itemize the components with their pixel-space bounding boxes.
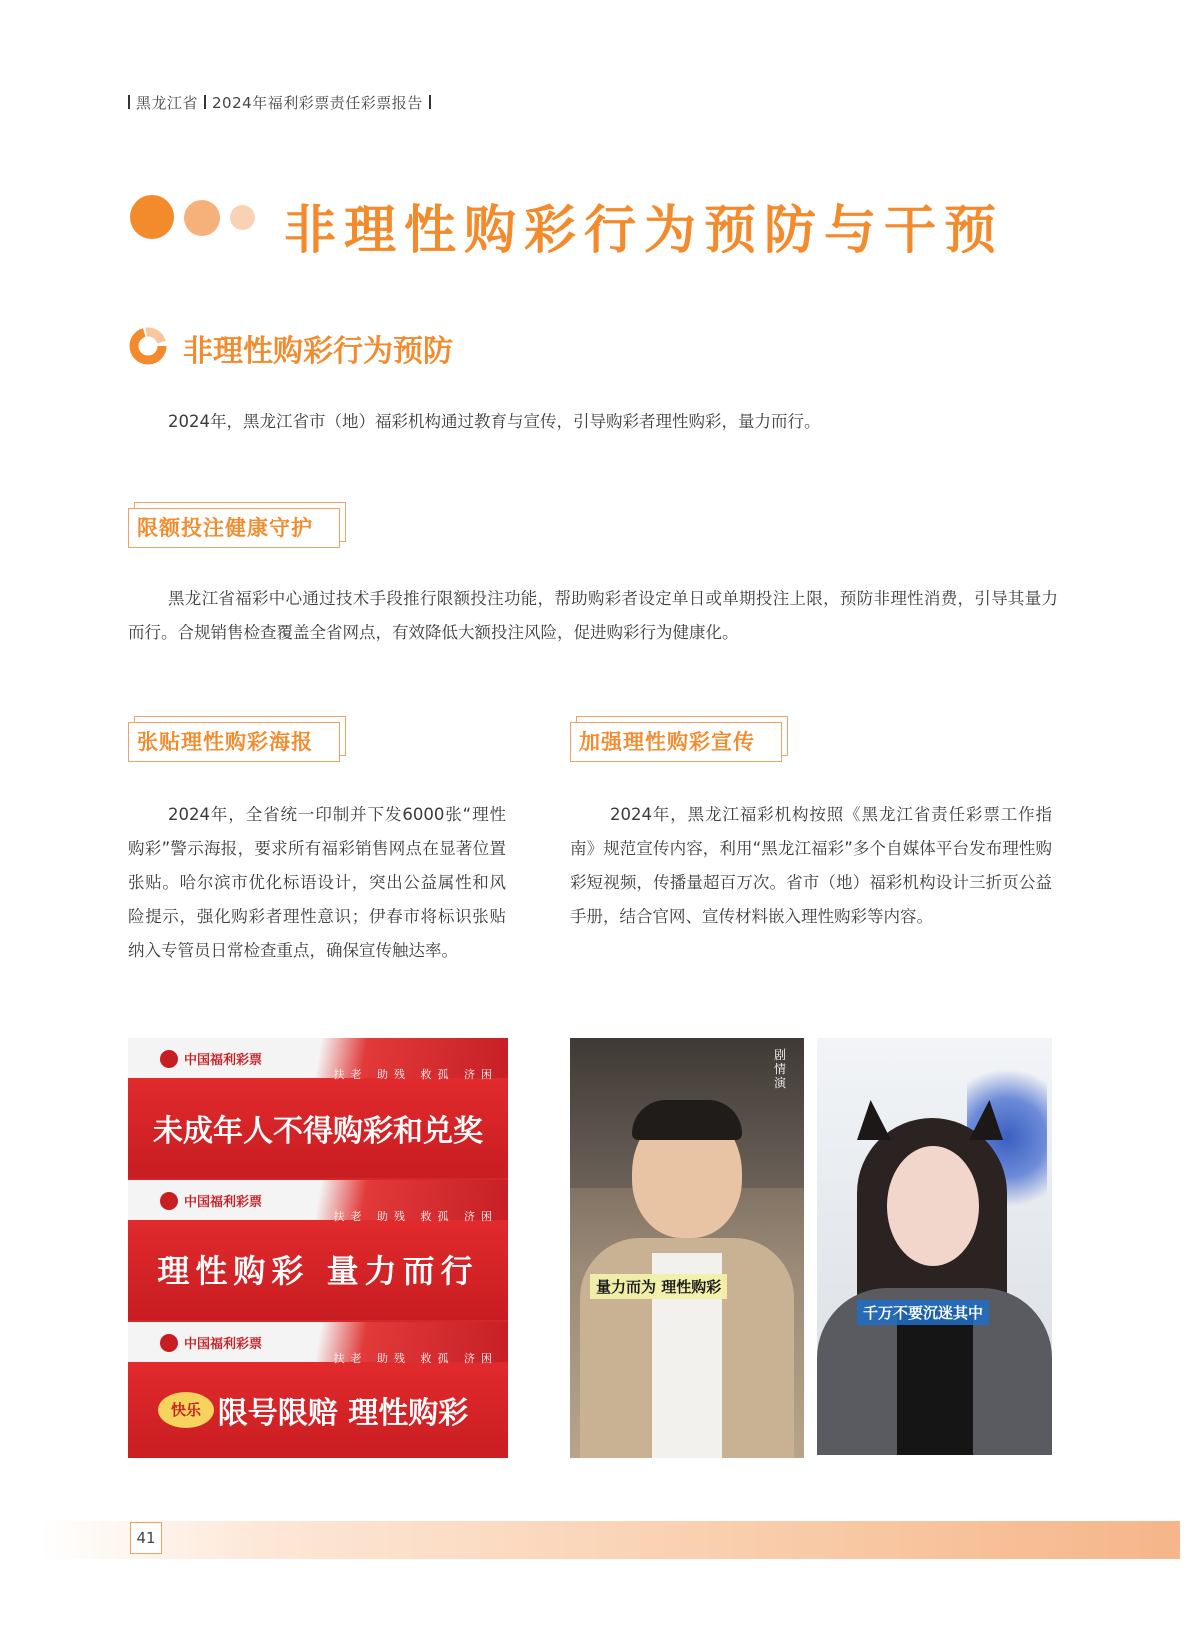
banner-slogan: 未成年人不得购彩和兑奖 xyxy=(153,1114,483,1149)
section-ring-icon xyxy=(128,326,168,366)
person-top xyxy=(897,1308,973,1455)
cat-ear-left xyxy=(857,1100,891,1140)
tag-limit-betting xyxy=(128,508,340,548)
tag-label: 加强理性购彩宣传 xyxy=(570,722,782,762)
section-title: 非理性购彩行为预防 xyxy=(183,334,453,369)
banner-motto: 扶老 助残 救孤 济困 xyxy=(333,1068,498,1081)
banner-red-strip xyxy=(128,1210,508,1320)
lottery-logo: 中国福利彩票 xyxy=(160,1333,262,1352)
banner-photo xyxy=(128,1038,508,1458)
tag-label: 限额投注健康守护 xyxy=(128,508,340,548)
header-divider xyxy=(128,95,130,109)
header-report-title: 2024年福利彩票责任彩票报告 xyxy=(212,94,423,112)
banner-motto: 扶老 助残 救孤 济困 xyxy=(333,1352,498,1365)
banner-slogan: 理性购彩 量力而行 xyxy=(157,1252,479,1290)
tag-publicity xyxy=(570,722,782,762)
kuaile-badge: 快乐 xyxy=(158,1392,214,1428)
lottery-logo: 中国福利彩票 xyxy=(160,1191,262,1210)
video-still-man xyxy=(570,1038,804,1458)
banner-slogan: 限号限赔 理性购彩 xyxy=(217,1396,469,1431)
dot-large xyxy=(130,195,174,239)
video-caption: 量力而为 理性购彩 xyxy=(590,1274,727,1299)
page-number: 41 xyxy=(130,1522,162,1554)
dot-small xyxy=(230,205,255,230)
publicity-text: 2024年，黑龙江福彩机构按照《黑龙江省责任彩票工作指南》规范宣传内容，利用“黑龙江福彩”多个自媒体平台发布理性购彩短视频，传播量超百万次。省市（地）福彩机构设计三折页公益手册，结合官网、宣传材料嵌入理性购彩等内容。 xyxy=(570,805,1052,926)
tag-posters xyxy=(128,722,340,762)
header-province: 黑龙江省 xyxy=(136,94,199,112)
footer-gradient-bar xyxy=(40,1521,1180,1559)
lottery-logo: 中国福利彩票 xyxy=(160,1049,262,1068)
banner-motto: 扶老 助残 救孤 济困 xyxy=(333,1210,498,1223)
tag-label: 张贴理性购彩海报 xyxy=(128,722,340,762)
section-intro: 2024年，黑龙江省市（地）福彩机构通过教育与宣传，引导购彩者理性购彩，量力而行。 xyxy=(168,412,821,431)
chapter-title: 非理性购彩行为预防与干预 xyxy=(284,201,1005,261)
header-divider xyxy=(204,95,206,109)
video-still-woman xyxy=(817,1038,1052,1455)
running-header xyxy=(128,92,437,113)
limit-betting-text: 黑龙江省福彩中心通过技术手段推行限额投注功能，帮助购彩者设定单日或单期投注上限，预防非理性消费，引导其量力而行。合规销售检查覆盖全省网点，有效降低大额投注风险，促进购彩行为健康化。 xyxy=(128,589,1058,642)
header-divider xyxy=(429,95,431,109)
side-text: 剧情演 xyxy=(774,1048,787,1090)
posters-text: 2024年，全省统一印制并下发6000张“理性购彩”警示海报，要求所有福彩销售网点在显著位置张贴。哈尔滨市优化标语设计，突出公益属性和风险提示，强化购彩者理性意识；伊春市将标识张贴纳入专管员日常检查重点，确保宣传触达率。 xyxy=(128,805,506,960)
person-face xyxy=(887,1146,979,1266)
banner-red-strip xyxy=(128,1352,508,1458)
banner-red-strip xyxy=(128,1068,508,1178)
dot-medium xyxy=(184,200,220,236)
video-caption: 千万不要沉迷其中 xyxy=(857,1300,989,1325)
person-hair xyxy=(632,1100,742,1140)
